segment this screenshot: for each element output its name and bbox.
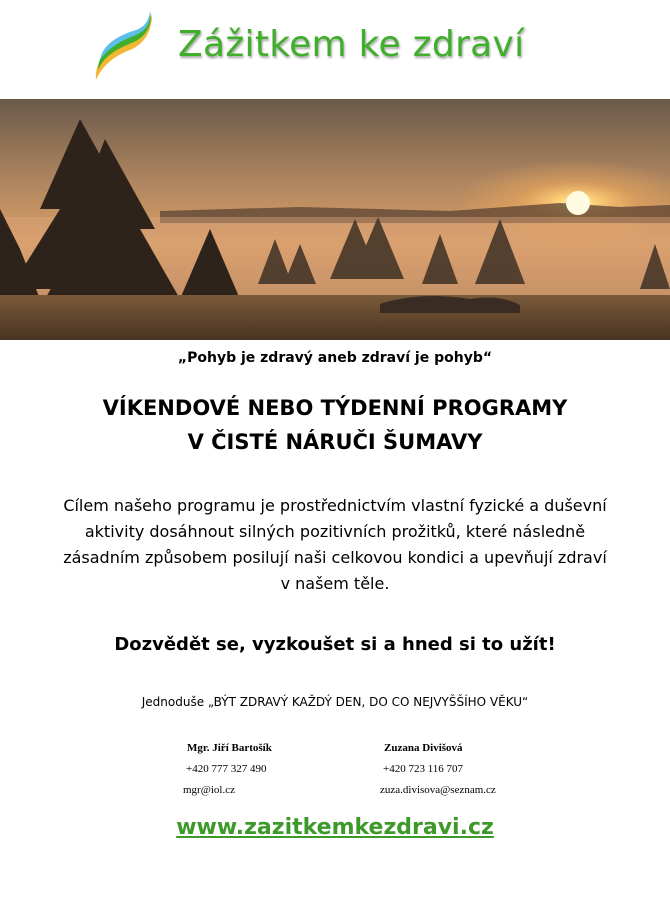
brand-logo-icon bbox=[90, 10, 154, 86]
contact-phone: +420 777 327 490 bbox=[186, 763, 267, 775]
motto: „Pohyb je zdravý aneb zdraví je pohyb“ bbox=[177, 350, 493, 366]
contact-email[interactable]: mgr@iol.cz bbox=[183, 784, 235, 796]
contact-email[interactable]: zuza.divisova@seznam.cz bbox=[380, 784, 496, 796]
tagline: Jednoduše „BÝT ZDRAVÝ KAŽDÝ DEN, DO CO NEJVYŠŠÍHO VĚKU“ bbox=[141, 695, 529, 709]
brand-title: Zážitkem ke zdraví bbox=[178, 24, 525, 65]
contact-phone: +420 723 116 707 bbox=[383, 763, 464, 775]
headline-line-2: V ČISTÉ NÁRUČI ŠUMAVY bbox=[187, 430, 483, 454]
contact-name: Zuzana Divišová bbox=[384, 742, 463, 754]
headline-line-1: VÍKENDOVÉ NEBO TÝDENNÍ PROGRAMY bbox=[102, 396, 568, 420]
website-link[interactable]: www.zazitkemkezdravi.cz bbox=[176, 815, 494, 840]
contact-bartosik bbox=[183, 738, 272, 801]
intro-paragraph: Cílem našeho programu je prostřednictvím vlastní fyzické a duševní aktivity dosáhnout silných pozitivních prožitků, které následně zásadním způsobem posilují naši celkovou kondici a upevňují zdraví v našem těle. bbox=[63, 496, 607, 593]
slogan: Dozvědět se, vyzkoušet si a hned si to užít! bbox=[114, 634, 556, 655]
contact-divisova bbox=[380, 738, 496, 801]
hero-photo bbox=[0, 99, 670, 340]
contact-name: Mgr. Jiří Bartošík bbox=[187, 742, 272, 754]
